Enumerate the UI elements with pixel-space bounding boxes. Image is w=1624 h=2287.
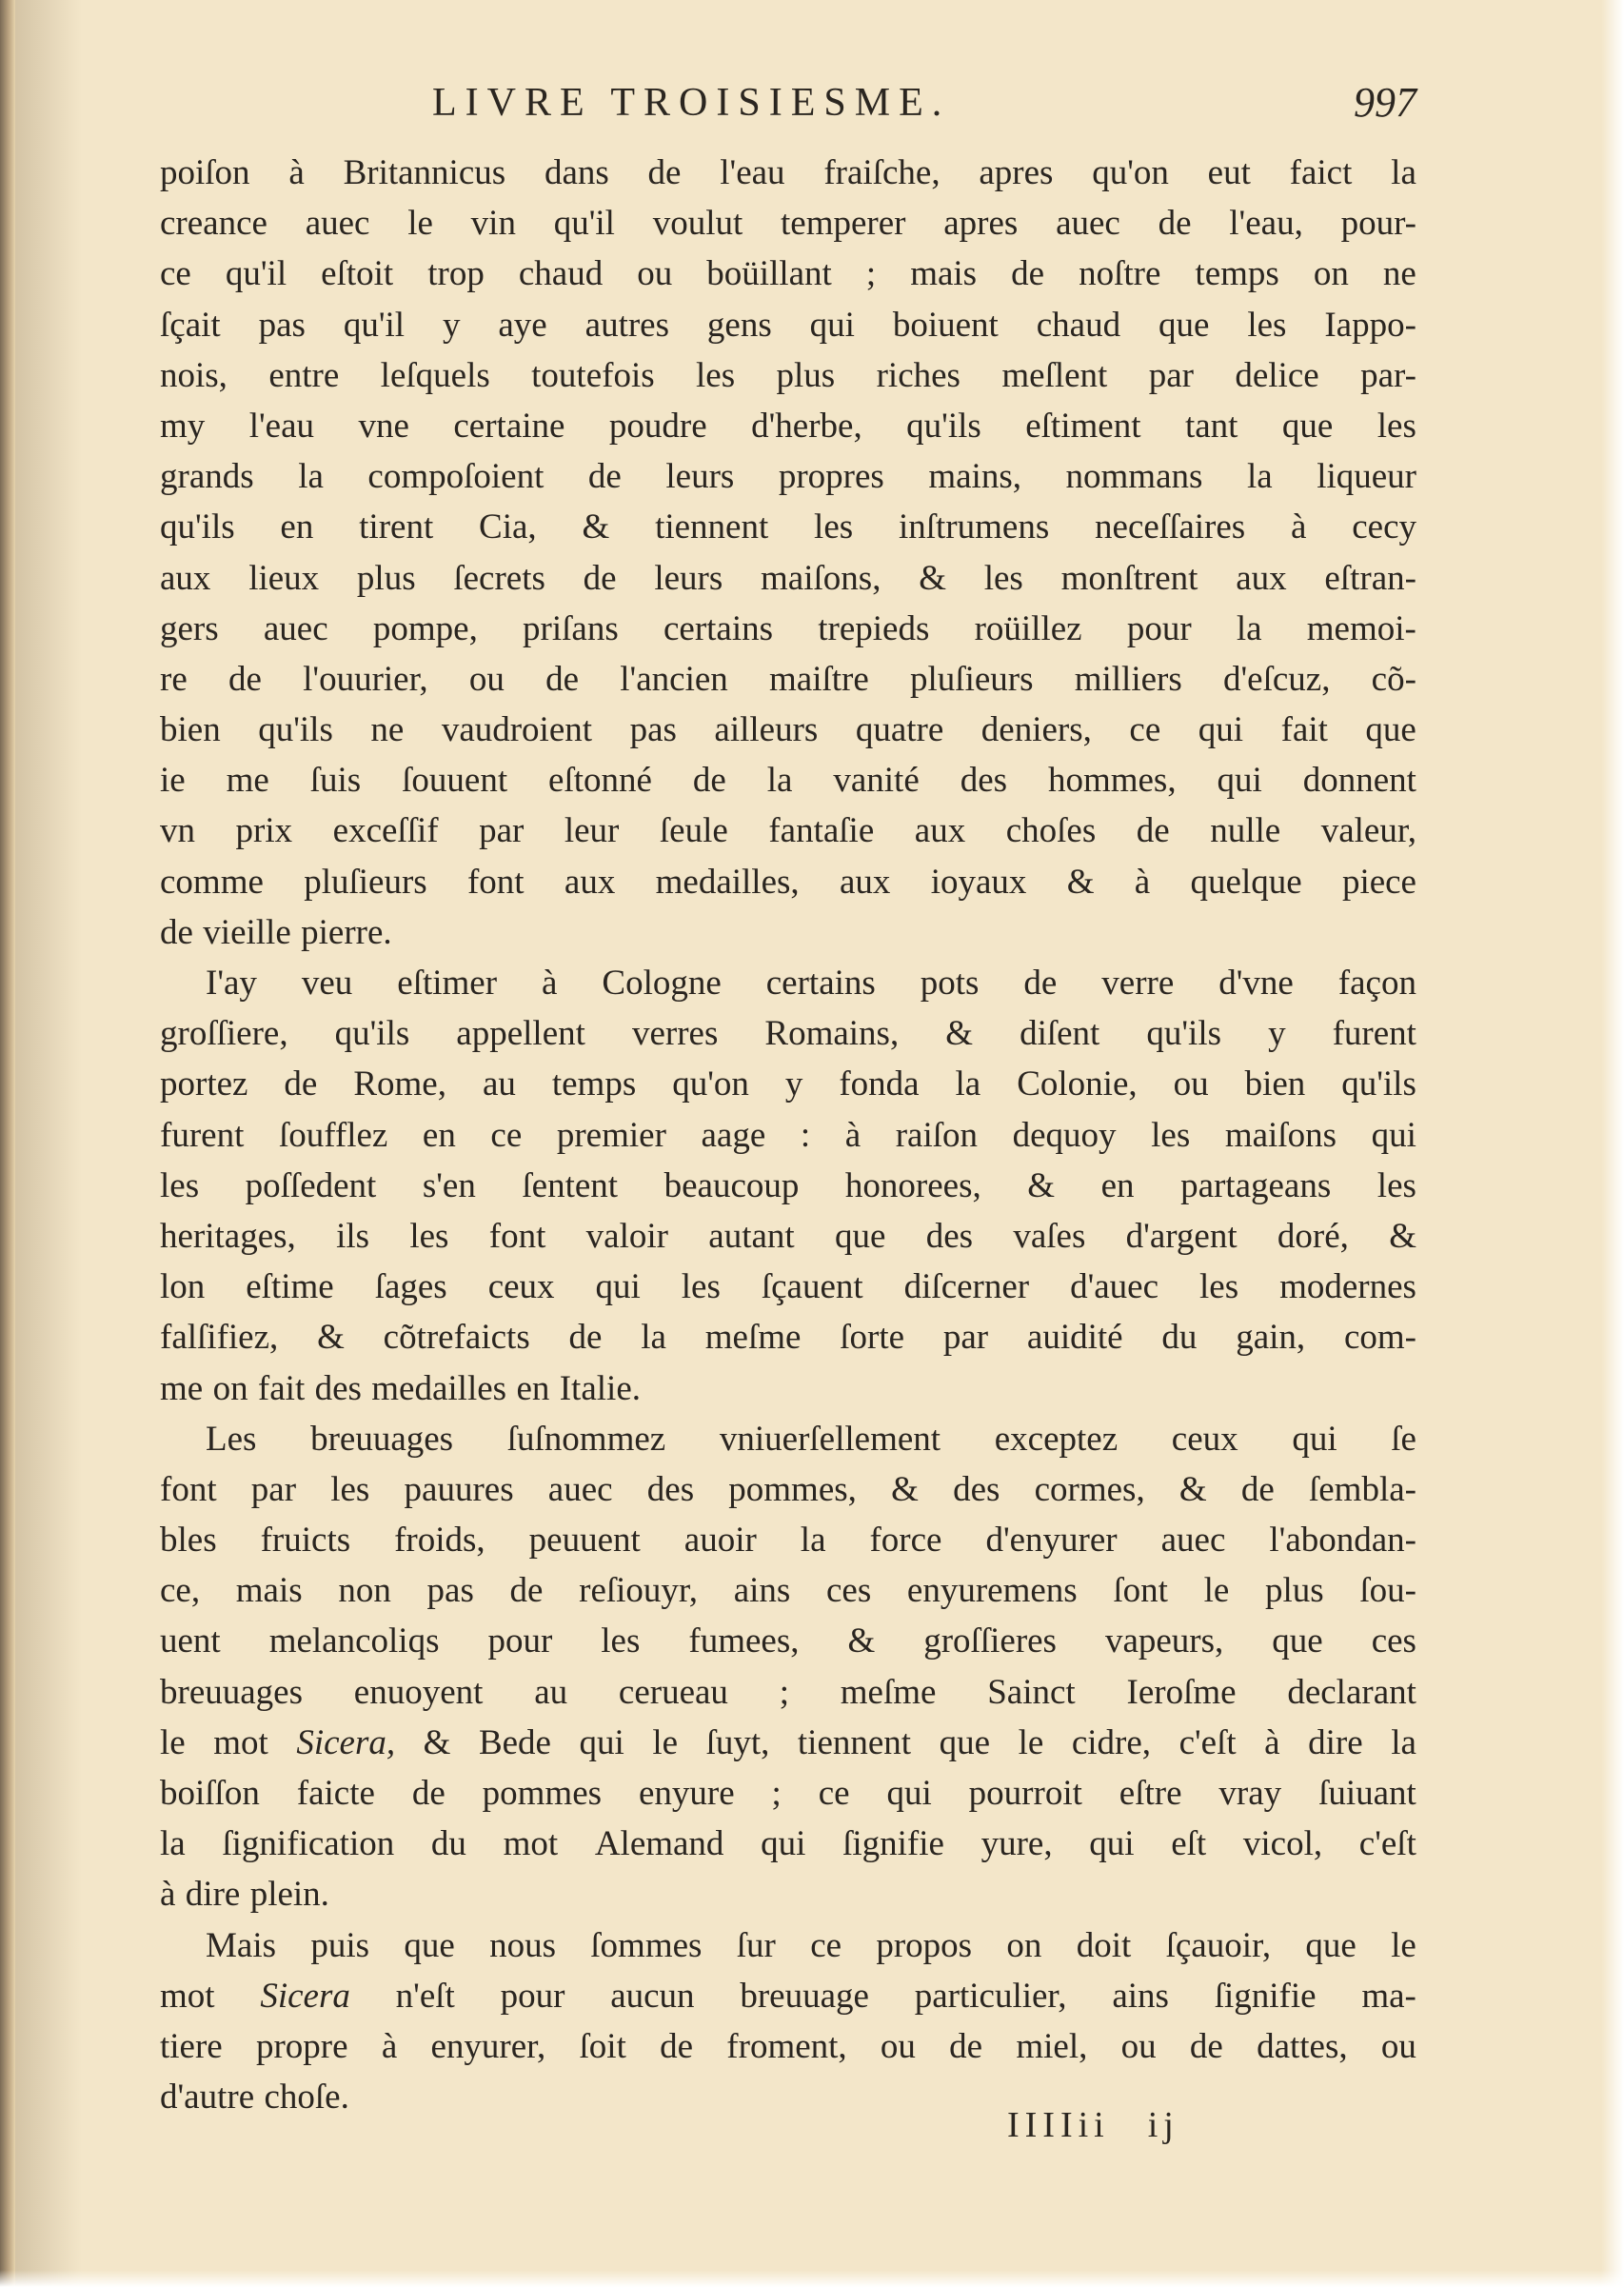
text-line: creance auec le vin qu'il voulut temperer apres auec de l'eau, pour-: [160, 204, 1416, 244]
text-line: nois, entre leſquels toutefois les plus riches meſlent par delice par-: [160, 355, 1416, 395]
text-line: Mais puis que nous ſommes ſur ce propos on doit ſçauoir, que le: [206, 1925, 1416, 1965]
text-line: aux lieux plus ſecrets de leurs maiſons, & les monſtrent aux eſtran-: [160, 558, 1416, 598]
body-text: [160, 148, 1416, 2122]
text-line: le mot Sicera, & Bede qui le ſuyt, tiennent que le cidre, c'eſt à dire la: [160, 1722, 1416, 1762]
leaf-number: ij: [1147, 2105, 1179, 2145]
text-line: les poſſedent s'en ſentent beaucoup honorees, & en partageans les: [160, 1165, 1416, 1205]
signature-mark: [1007, 2098, 1179, 2152]
text-line: bien qu'ils ne vaudroient pas ailleurs quatre deniers, ce qui fait que: [160, 710, 1416, 750]
text-line: falſifiez, & cõtrefaicts de la meſme ſorte par auidité du gain, com-: [160, 1318, 1416, 1358]
page-edge-bottom: [0, 2270, 1624, 2287]
text-line: grands la compoſoient de leurs propres mains, nommans la liqueur: [160, 457, 1416, 497]
binding-gutter: [0, 0, 15, 2287]
text-line: uent melancoliqs pour les fumees, & groſſieres vapeurs, que ces: [160, 1621, 1416, 1661]
text-line: tiere propre à enyurer, ſoit de froment, ou de miel, ou de dattes, ou: [160, 2026, 1416, 2066]
text-line: re de l'ouurier, ou de l'ancien maiſtre pluſieurs milliers d'eſcuz, cõ-: [160, 659, 1416, 699]
text-line: mot Sicera n'eſt pour aucun breuuage particulier, ains ſignifie ma-: [160, 1976, 1416, 2016]
text-line: lon eſtime ſages ceux qui les ſçauent diſcerner d'auec les modernes: [160, 1267, 1416, 1307]
running-title: LIVRE TROISIESME.: [432, 81, 951, 125]
text-line: à dire plein.: [160, 1875, 329, 1915]
text-line: vn prix exceſſif par leur ſeule fantaſie aux choſes de nulle valeur,: [160, 811, 1416, 851]
signature-letters: IIIIii: [1007, 2105, 1110, 2145]
text-line: Les breuuages ſuſnommez vniuerſellement exceptez ceux qui ſe: [206, 1419, 1416, 1459]
text-line: ſçait pas qu'il y aye autres gens qui boiuent chaud que les Iappo-: [160, 305, 1416, 345]
text-line: poiſon à Britannicus dans de l'eau fraiſche, apres qu'on eut faict la: [160, 153, 1416, 192]
text-line: font par les pauures auec des pommes, & des cormes, & de ſembla-: [160, 1469, 1416, 1509]
page-number: 997: [1354, 79, 1416, 126]
text-line: heritages, ils les font valoir autant que des vaſes d'argent doré, &: [160, 1216, 1416, 1256]
text-line: portez de Rome, au temps qu'on y fonda la Colonie, ou bien qu'ils: [160, 1064, 1416, 1104]
text-line: ce, mais non pas de reſiouyr, ains ces enyuremens ſont le plus ſou-: [160, 1571, 1416, 1611]
text-line: furent ſoufflez en ce premier aage : à raiſon dequoy les maiſons qui: [160, 1115, 1416, 1155]
text-line: la ſignification du mot Alemand qui ſignifie yure, qui eſt vicol, c'eſt: [160, 1824, 1416, 1864]
text-line: ie me ſuis ſouuent eſtonné de la vanité des hommes, qui donnent: [160, 761, 1416, 801]
text-line: my l'eau vne certaine poudre d'herbe, qu'ils eſtiment tant que les: [160, 406, 1416, 446]
text-line: boiſſon faicte de pommes enyure ; ce qui pourroit eſtre vray ſuiuant: [160, 1774, 1416, 1813]
page-header: [160, 74, 1416, 131]
text-line: bles fruicts froids, peuuent auoir la force d'enyurer auec l'abondan-: [160, 1521, 1416, 1561]
text-line: d'autre choſe.: [160, 2078, 349, 2118]
text-line: comme pluſieurs font aux medailles, aux ioyaux & à quelque piece: [160, 862, 1416, 902]
text-line: I'ay veu eſtimer à Cologne certains pots de verre d'vne façon: [206, 964, 1416, 1003]
text-line: ce qu'il eſtoit trop chaud ou boüillant ; mais de noſtre temps on ne: [160, 254, 1416, 294]
text-line: breuuages enuoyent au cerueau ; meſme Sainct Ieroſme declarant: [160, 1672, 1416, 1712]
page-edge-right: [1601, 0, 1624, 2287]
text-line: groſſiere, qu'ils appellent verres Romains, & diſent qu'ils y furent: [160, 1014, 1416, 1054]
text-line: gers auec pompe, priſans certains trepieds roüillez pour la memoi-: [160, 608, 1416, 648]
gutter-shadow: [15, 0, 82, 2287]
text-line: de vieille pierre.: [160, 912, 392, 952]
text-line: qu'ils en tirent Cia, & tiennent les inſtrumens neceſſaires à cecy: [160, 507, 1416, 547]
text-line: me on fait des medailles en Italie.: [160, 1368, 641, 1408]
